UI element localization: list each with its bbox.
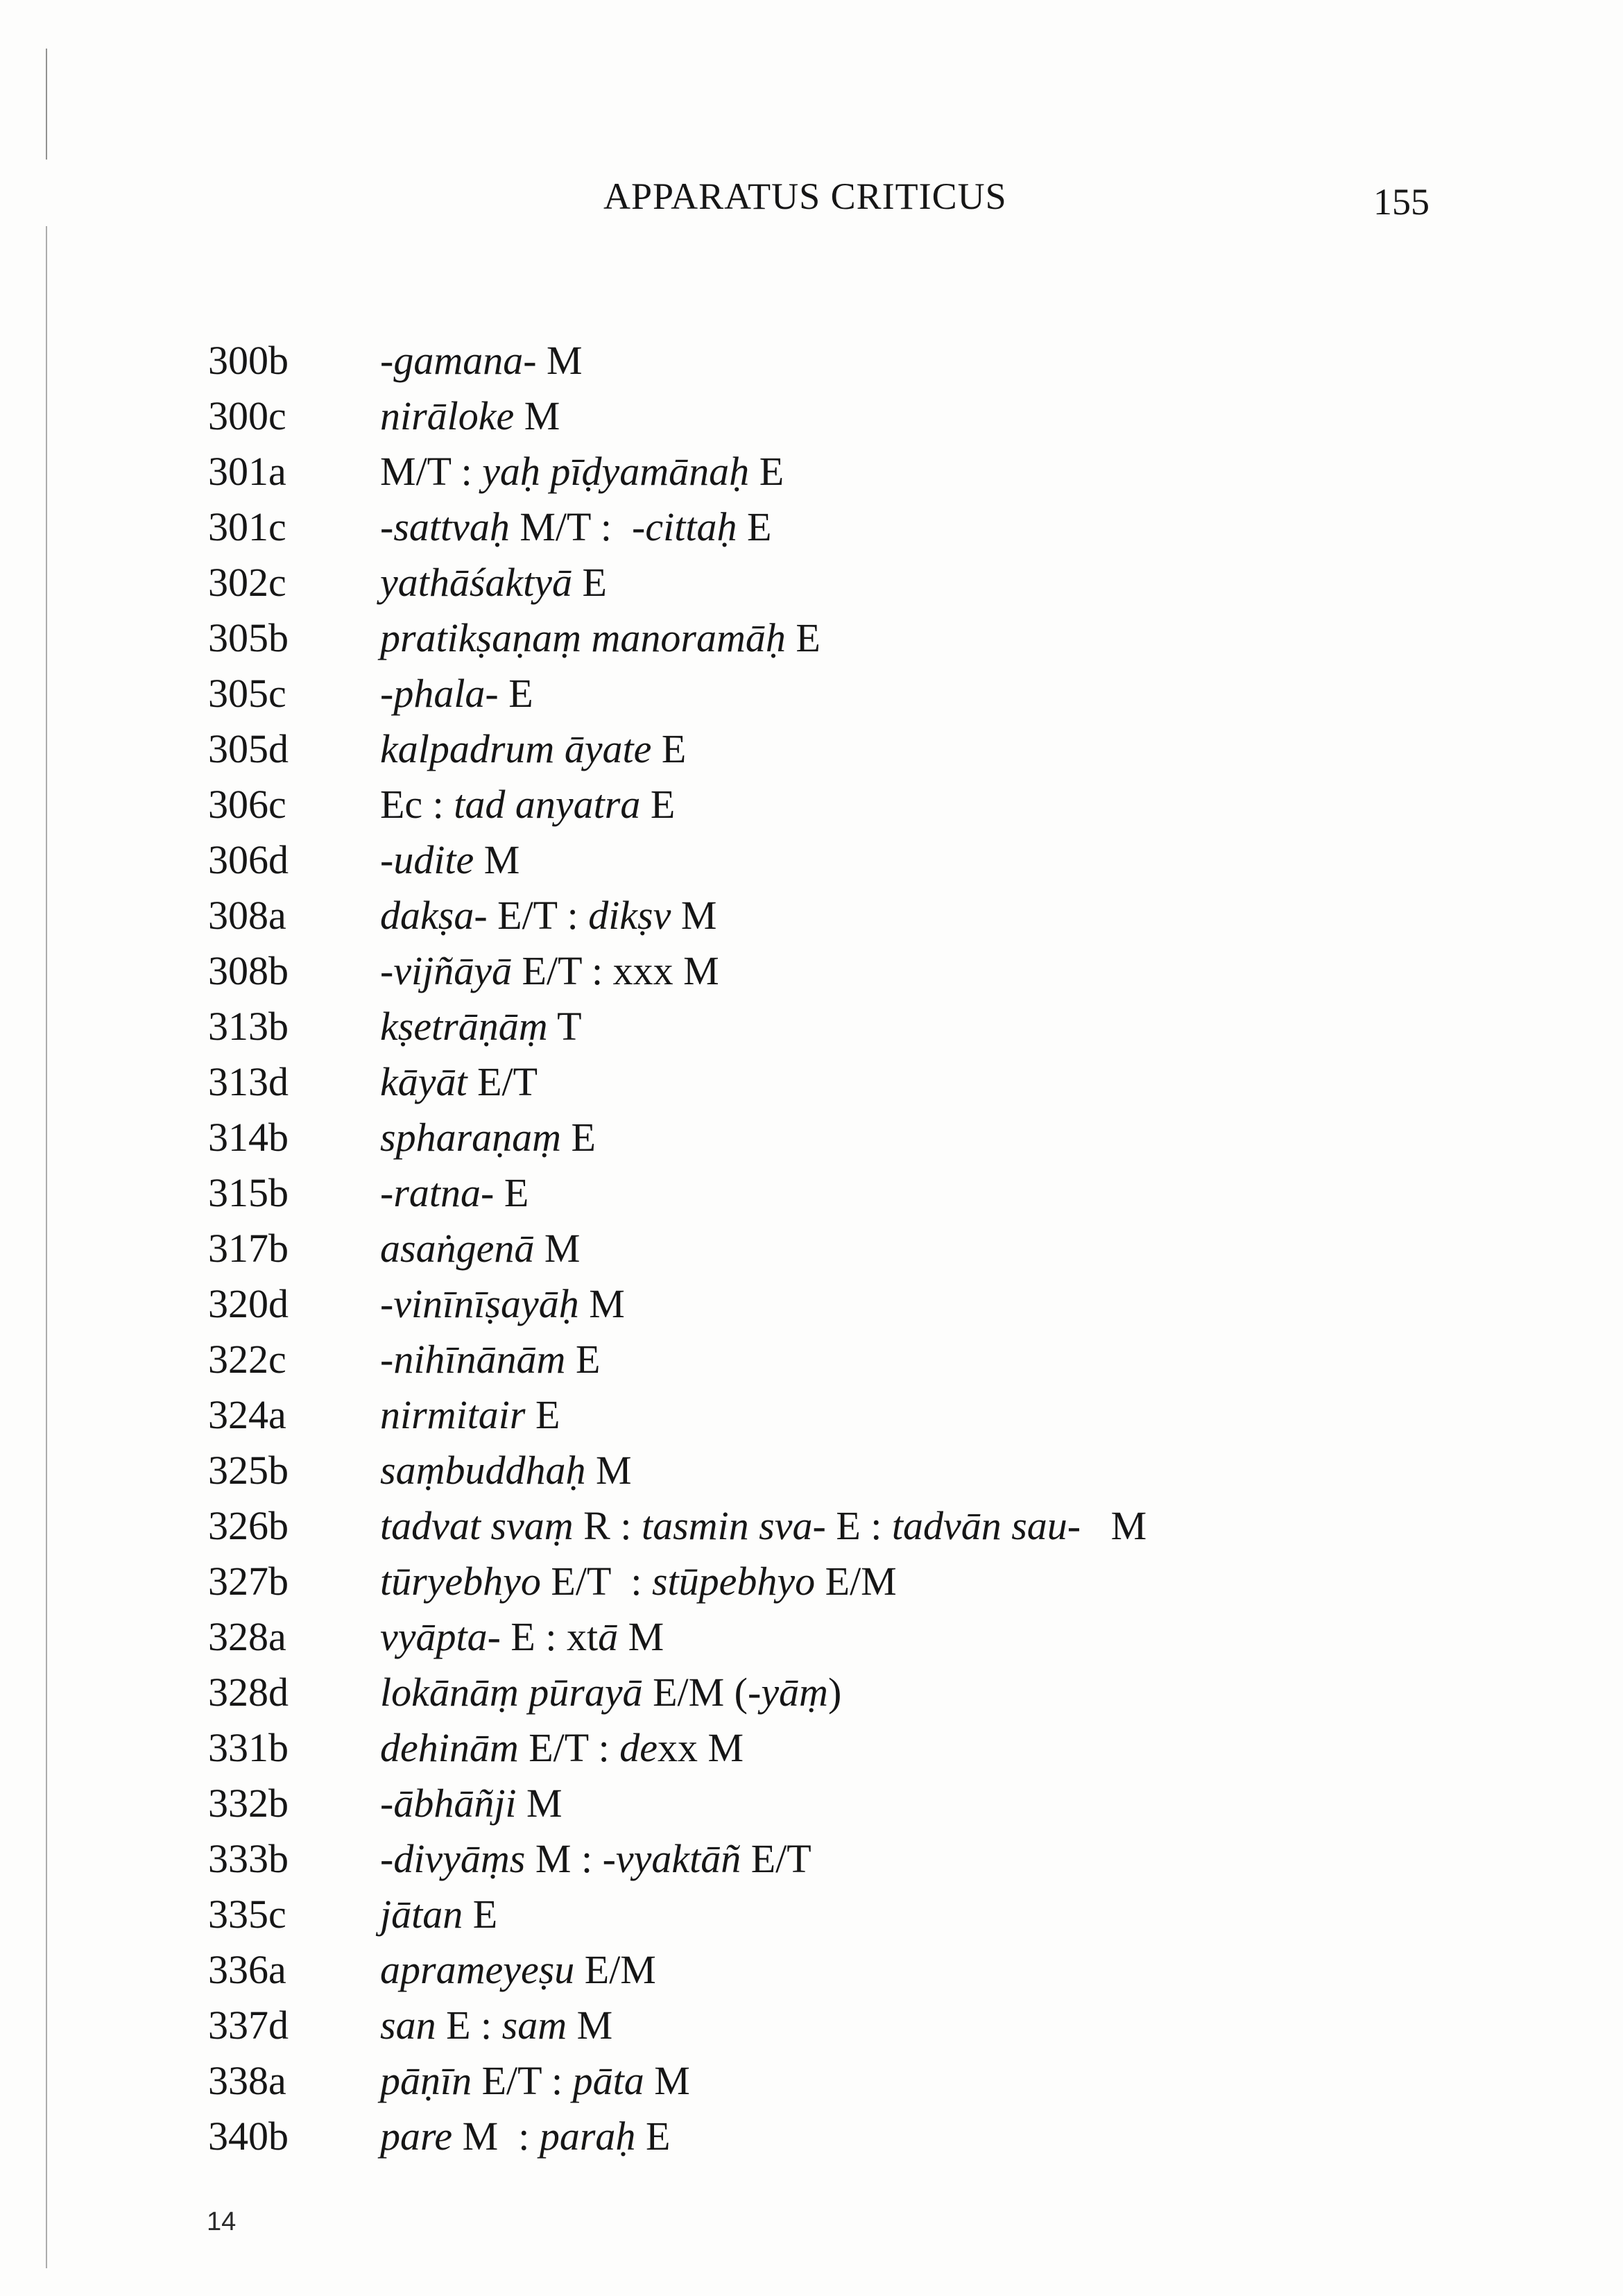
variant-reading: jātan E bbox=[380, 1892, 498, 1937]
variant-reading: -udite M bbox=[380, 837, 520, 882]
verse-reference: 338a bbox=[208, 2058, 286, 2103]
variant-reading: -ratna- E bbox=[380, 1170, 529, 1215]
apparatus-entry bbox=[208, 1332, 1526, 1387]
variant-reading: -ābhāñji M bbox=[380, 1781, 563, 1826]
apparatus-entry bbox=[208, 1776, 1526, 1831]
apparatus-entry bbox=[208, 832, 1526, 888]
verse-reference: 302c bbox=[208, 560, 286, 605]
variant-reading: lokānāṃ pūrayā E/M (-yāṃ) bbox=[380, 1670, 842, 1715]
verse-reference: 336a bbox=[208, 1947, 286, 1992]
variant-reading: kāyāt E/T bbox=[380, 1059, 538, 1104]
apparatus-entry bbox=[208, 1054, 1526, 1110]
verse-reference: 335c bbox=[208, 1892, 286, 1937]
verse-reference: 322c bbox=[208, 1337, 286, 1382]
verse-reference: 320d bbox=[208, 1281, 289, 1326]
apparatus-entry bbox=[208, 1998, 1526, 2053]
verse-reference: 337d bbox=[208, 2003, 289, 2048]
variant-reading: pratikṣaṇaṃ manoramāḥ E bbox=[380, 615, 821, 660]
variant-reading: dehinām E/T : dexx M bbox=[380, 1725, 744, 1770]
apparatus-entry bbox=[208, 1554, 1526, 1609]
variant-reading: -phala- E bbox=[380, 671, 533, 716]
verse-reference: 340b bbox=[208, 2114, 289, 2159]
variant-reading: kalpadrum āyate E bbox=[380, 726, 687, 771]
variant-reading: -vijñāyā E/T : xxx M bbox=[380, 948, 719, 993]
apparatus-entry bbox=[208, 999, 1526, 1054]
variant-reading: M/T : yaḥ pīḍyamānaḥ E bbox=[380, 449, 784, 494]
verse-reference: 301c bbox=[208, 504, 286, 549]
verse-reference: 328a bbox=[208, 1614, 286, 1659]
variant-reading: tūryebhyo E/T : stūpebhyo E/M bbox=[380, 1559, 897, 1604]
verse-reference: 326b bbox=[208, 1503, 289, 1548]
apparatus-entry bbox=[208, 1609, 1526, 1665]
apparatus-entry bbox=[208, 388, 1526, 444]
verse-reference: 305d bbox=[208, 726, 289, 771]
verse-reference: 317b bbox=[208, 1226, 289, 1271]
variant-reading: Ec : tad anyatra E bbox=[380, 782, 676, 827]
apparatus-entry bbox=[208, 1276, 1526, 1332]
variant-reading: nirmitair E bbox=[380, 1392, 560, 1437]
verse-reference: 313b bbox=[208, 1004, 289, 1049]
page-header bbox=[0, 172, 1623, 228]
variant-reading: tadvat svaṃ R : tasmin sva- E : tadvān sau- M bbox=[380, 1503, 1147, 1548]
apparatus-entry bbox=[208, 666, 1526, 721]
verse-reference: 325b bbox=[208, 1448, 289, 1493]
variant-reading: -sattvaḥ M/T : -cittaḥ E bbox=[380, 504, 772, 549]
apparatus-entry bbox=[208, 888, 1526, 943]
apparatus-entry bbox=[208, 444, 1526, 499]
verse-reference: 308b bbox=[208, 948, 289, 993]
verse-reference: 305b bbox=[208, 615, 289, 660]
verse-reference: 324a bbox=[208, 1392, 286, 1437]
apparatus-entry bbox=[208, 555, 1526, 610]
verse-reference: 314b bbox=[208, 1115, 289, 1160]
variant-reading: aprameyeṣu E/M bbox=[380, 1947, 656, 1992]
binding-margin-line bbox=[46, 49, 47, 2268]
apparatus-entry bbox=[208, 1221, 1526, 1276]
variant-reading: asaṅgenā M bbox=[380, 1226, 581, 1271]
apparatus-entry bbox=[208, 1720, 1526, 1776]
apparatus-entry bbox=[208, 1443, 1526, 1498]
verse-reference: 331b bbox=[208, 1725, 289, 1770]
running-title: APPARATUS CRITICUS bbox=[603, 175, 1007, 217]
variant-reading: -gamana- M bbox=[380, 338, 583, 383]
variant-reading: san E : sam M bbox=[380, 2003, 613, 2048]
variant-reading: saṃbuddhaḥ M bbox=[380, 1448, 632, 1493]
apparatus-entry bbox=[208, 499, 1526, 555]
page-number: 155 bbox=[1373, 181, 1429, 223]
verse-reference: 332b bbox=[208, 1781, 289, 1826]
apparatus-entry bbox=[208, 1110, 1526, 1165]
verse-reference: 333b bbox=[208, 1836, 289, 1881]
variant-reading: vyāpta- E : xtā M bbox=[380, 1614, 664, 1659]
variant-reading: yathāśaktyā E bbox=[380, 560, 607, 605]
apparatus-entry bbox=[208, 1831, 1526, 1887]
apparatus-entries bbox=[208, 333, 1526, 2164]
apparatus-entry bbox=[208, 610, 1526, 666]
verse-reference: 328d bbox=[208, 1670, 289, 1715]
signature-mark: 14 bbox=[207, 2207, 237, 2236]
apparatus-entry bbox=[208, 2109, 1526, 2164]
verse-reference: 315b bbox=[208, 1170, 289, 1215]
apparatus-entry bbox=[208, 1942, 1526, 1998]
verse-reference: 300c bbox=[208, 393, 286, 438]
variant-reading: nirāloke M bbox=[380, 393, 560, 438]
apparatus-entry bbox=[208, 2053, 1526, 2109]
variant-reading: -divyāṃs M : -vyaktāñ E/T bbox=[380, 1836, 812, 1881]
variant-reading: pare M : paraḥ E bbox=[380, 2114, 671, 2159]
verse-reference: 327b bbox=[208, 1559, 289, 1604]
verse-reference: 308a bbox=[208, 893, 286, 938]
apparatus-entry bbox=[208, 1498, 1526, 1554]
verse-reference: 306c bbox=[208, 782, 286, 827]
variant-reading: spharaṇaṃ E bbox=[380, 1115, 596, 1160]
variant-reading: pāṇīn E/T : pāta M bbox=[380, 2058, 690, 2103]
apparatus-entry bbox=[208, 777, 1526, 832]
variant-reading: -vinīnīṣayāḥ M bbox=[380, 1281, 625, 1326]
apparatus-entry bbox=[208, 943, 1526, 999]
apparatus-entry bbox=[208, 1665, 1526, 1720]
apparatus-entry bbox=[208, 1387, 1526, 1443]
verse-reference: 313d bbox=[208, 1059, 289, 1104]
variant-reading: -nihīnānām E bbox=[380, 1337, 601, 1382]
apparatus-entry bbox=[208, 1165, 1526, 1221]
verse-reference: 305c bbox=[208, 671, 286, 716]
verse-reference: 301a bbox=[208, 449, 286, 494]
variant-reading: kṣetrāṇāṃ T bbox=[380, 1004, 582, 1049]
variant-reading: dakṣa- E/T : dikṣv M bbox=[380, 893, 717, 938]
apparatus-entry bbox=[208, 1887, 1526, 1942]
verse-reference: 300b bbox=[208, 338, 289, 383]
apparatus-entry bbox=[208, 721, 1526, 777]
verse-reference: 306d bbox=[208, 837, 289, 882]
apparatus-entry bbox=[208, 333, 1526, 388]
